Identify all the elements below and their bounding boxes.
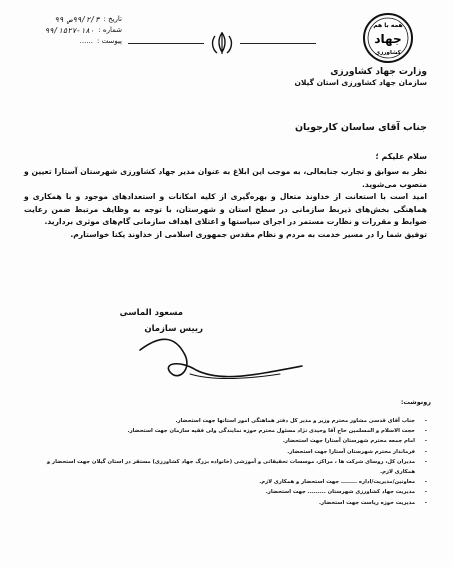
letter-meta — [12, 14, 122, 47]
signatory-title: رییس سازمان — [144, 324, 203, 334]
ministry-name: وزارت جهاد کشاورزی — [330, 67, 427, 77]
attachment-label: پیوست : — [97, 37, 122, 45]
date-label: تاریخ : — [103, 15, 122, 23]
handwritten-signature — [130, 330, 310, 390]
cc-item: - معاونین/مدیریت/اداره ........ جهت استحضار و همکاری لازم. — [40, 477, 429, 487]
attachment-value: ...... — [79, 37, 93, 45]
number-row — [12, 25, 122, 36]
logo-text-top: همه با هم — [373, 22, 403, 29]
cc-item: - مدیریت حوزه ریاست جهت استحضار. — [40, 498, 429, 508]
cc-item: - حجت الاسلام و المسلمین حاج آقا وحیدی نژاد مسئول محترم حوزه نمایندگی ولی فقیه سازمان جهت استحضار. — [40, 426, 429, 436]
organization-block — [247, 66, 427, 88]
header-rule-left — [128, 43, 204, 44]
cc-item: - جناب آقای قدسی مشاور محترم وزیر و مدیر کل دفتر هماهنگی امور استانها جهت استحضار. — [40, 416, 429, 426]
cc-item: - مدیران کل، روسای شرکت ها ، مراکز، موسسات تحقیقاتی و آموزشی (خانواده بزرگ جهاد کشاورزی) مستقر در استان گیلان جهت استحضار و همکاری لازم. — [40, 457, 429, 477]
logo-text-bottom: کشاورزی — [375, 50, 401, 56]
date-row — [12, 14, 122, 25]
date-value: ۹۹/۲/۳ص ۹۹ — [54, 15, 100, 24]
signatory-name: مسعود الماسی — [119, 308, 183, 318]
cc-item: - امام جمعه محترم شهرستان آستارا جهت استحضار. — [40, 436, 429, 446]
number-value: ۹۹/۱۵۲۷-۱۸۰ — [44, 26, 95, 35]
number-label: شماره : — [98, 26, 122, 34]
greeting: سلام علیکم ؛ — [375, 152, 427, 161]
cc-item: - مدیریت جهاد کشاورزی شهرستان ......... جهت استحضار. — [40, 487, 429, 497]
organization-name: سازمان جهاد کشاورزی استان گیلان — [294, 78, 427, 87]
letter-body — [24, 166, 427, 241]
jahad-keshavarzi-logo — [362, 12, 414, 64]
recipient: جناب آقای ساسان کارجویان — [294, 122, 427, 133]
body-paragraph: توفیق شما را در مسیر خدمت به مردم و نظام مقدس جمهوری اسلامی از خداوند یکتا خواستارم. — [70, 229, 427, 239]
attachment-row — [12, 36, 122, 47]
cc-heading: رونوشت: — [400, 398, 431, 406]
cc-list — [40, 416, 429, 508]
body-paragraph: امید است با استعانت از خداوند متعال و بهره‌گیری از کلیه امکانات و استعدادهای موجود و با همکاری و هماهنگی بخش‌های ذیربط سازمانی در سطح استان و شهرستان، با توجه به وظایف مرتبط ضمن رعایت ضوابط و مقررات و نظارت مستمر در اجرای سیاستها و اعتلای اهداف سازمانی گام‌های موثری بردارید. — [24, 192, 427, 226]
body-paragraph: نظر به سوابق و تجارب جنابعالی، به موجب این ابلاغ به عنوان مدیر جهاد کشاورزی شهرستان آستارا تعیین و منصوب می‌شوید. — [24, 167, 427, 189]
header-rule-right — [240, 43, 316, 44]
cc-item: - فرماندار محترم شهرستان آستارا جهت استحضار. — [40, 447, 429, 457]
iran-emblem-icon — [207, 30, 237, 56]
logo-text-main: جهاد — [374, 32, 402, 46]
